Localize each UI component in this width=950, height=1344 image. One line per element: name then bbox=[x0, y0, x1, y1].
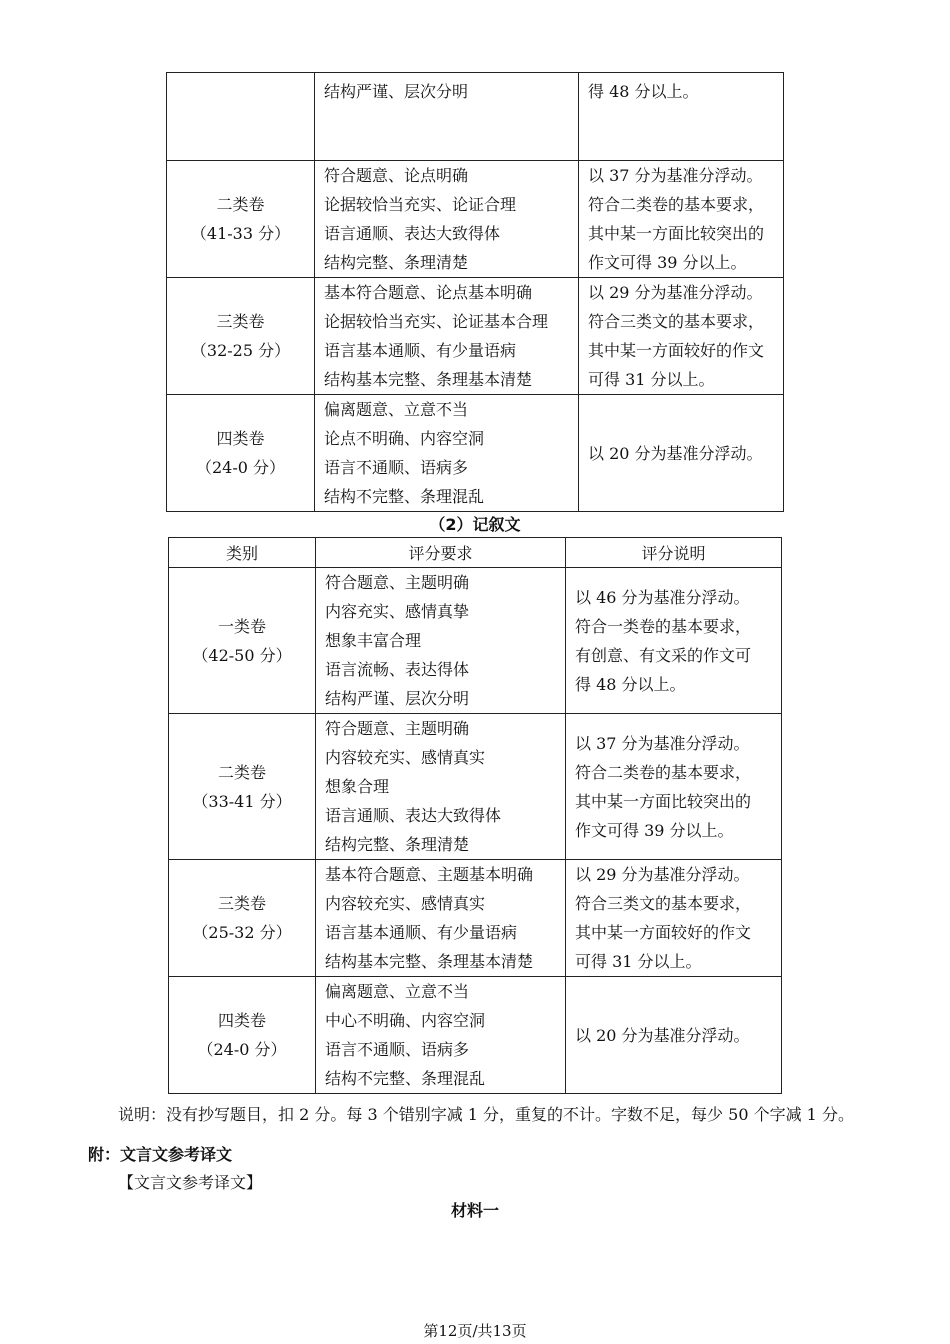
note-line: 符合三类文的基本要求， bbox=[588, 312, 765, 331]
requirement-line: 想象合理 bbox=[325, 777, 390, 796]
category-cell bbox=[169, 568, 316, 714]
note-cell bbox=[566, 860, 782, 977]
category-cell bbox=[169, 977, 316, 1094]
note-line: 符合一类卷的基本要求， bbox=[575, 616, 752, 636]
note-line: 得 48 分以上。 bbox=[575, 674, 686, 694]
argumentative-rubric-table bbox=[166, 72, 784, 512]
material-title: 材料一 bbox=[450, 1201, 499, 1220]
requirement-line: 符合题意、主题明确 bbox=[325, 719, 470, 738]
requirement-cell bbox=[316, 714, 566, 860]
requirement-line: 符合题意、论点明确 bbox=[324, 166, 469, 185]
requirement-cell bbox=[315, 161, 579, 278]
note-line: 其中某一方面较好的作文 bbox=[588, 341, 765, 360]
note-line: 可得 31 分以上。 bbox=[575, 952, 702, 971]
header-requirements: 评分要求 bbox=[316, 538, 566, 568]
note-line: 作文可得 39 分以上。 bbox=[588, 253, 747, 272]
note-cell bbox=[579, 278, 784, 395]
requirement-line: 结构严谨、层次分明 bbox=[324, 82, 469, 101]
requirement-line: 内容充实、感情真挚 bbox=[325, 602, 470, 621]
category-cell bbox=[167, 73, 315, 161]
category-range: （33-41 分） bbox=[192, 791, 292, 811]
note-line: 符合三类文的基本要求， bbox=[575, 894, 752, 913]
category-range: （42-50 分） bbox=[192, 645, 292, 665]
note-line: 其中某一方面比较突出的 bbox=[575, 791, 752, 811]
note-line: 符合二类卷的基本要求， bbox=[575, 762, 752, 782]
category-cell bbox=[169, 714, 316, 860]
requirement-line: 内容较充实、感情真实 bbox=[325, 748, 486, 767]
note-line: 以 37 分为基准分浮动。 bbox=[575, 733, 750, 753]
header-category: 类别 bbox=[169, 538, 316, 568]
requirement-line: 语言通顺、表达大致得体 bbox=[324, 224, 501, 243]
requirement-line: 结构完整、条理清楚 bbox=[324, 253, 469, 272]
requirement-cell bbox=[316, 568, 566, 714]
narrative-rubric-table bbox=[168, 537, 782, 1094]
category-name: 二类卷 bbox=[216, 195, 265, 214]
requirement-line: 论据较恰当充实、论证合理 bbox=[324, 195, 517, 214]
requirement-line: 语言基本通顺、有少量语病 bbox=[324, 341, 517, 360]
category-range: （24-0 分） bbox=[197, 1040, 287, 1059]
category-name: 四类卷 bbox=[216, 429, 265, 448]
category-range: （25-32 分） bbox=[192, 923, 292, 942]
category-range: （32-25 分） bbox=[190, 341, 291, 360]
note-line: 以 20 分为基准分浮动。 bbox=[588, 443, 763, 463]
requirement-line: 语言不通顺、语病多 bbox=[325, 1040, 470, 1059]
translation-heading: 【文言文参考译文】 bbox=[118, 1173, 263, 1192]
requirement-line: 语言不通顺、语病多 bbox=[324, 458, 469, 477]
table-row bbox=[167, 161, 784, 278]
category-range: （41-33 分） bbox=[190, 224, 291, 243]
requirement-line: 想象丰富合理 bbox=[325, 631, 422, 650]
requirement-line: 结构基本完整、条理基本清楚 bbox=[324, 370, 533, 389]
note-line: 以 29 分为基准分浮动。 bbox=[575, 865, 750, 884]
note-cell bbox=[579, 73, 784, 161]
note-line: 以 46 分为基准分浮动。 bbox=[575, 587, 750, 607]
category-name: 三类卷 bbox=[217, 894, 266, 913]
requirement-line: 结构不完整、条理混乱 bbox=[324, 487, 485, 506]
note-cell bbox=[579, 395, 784, 512]
table-row bbox=[169, 568, 782, 714]
category-cell bbox=[167, 278, 315, 395]
requirement-line: 结构不完整、条理混乱 bbox=[325, 1069, 486, 1088]
requirement-cell bbox=[316, 977, 566, 1094]
note-cell bbox=[579, 161, 784, 278]
note-line: 以 37 分为基准分浮动。 bbox=[588, 166, 763, 185]
category-range: （24-0 分） bbox=[195, 458, 286, 477]
note-line: 可得 31 分以上。 bbox=[588, 370, 715, 389]
requirement-line: 语言流畅、表达得体 bbox=[325, 660, 470, 679]
category-name: 四类卷 bbox=[217, 1011, 266, 1030]
note-line: 有创意、有文采的作文可 bbox=[575, 645, 752, 665]
category-name: 二类卷 bbox=[217, 762, 266, 782]
section-title-narrative: （2）记叙文 bbox=[429, 515, 521, 534]
requirement-line: 结构完整、条理清楚 bbox=[325, 835, 470, 854]
requirement-line: 基本符合题意、主题基本明确 bbox=[325, 865, 534, 884]
table-row bbox=[169, 860, 782, 977]
scoring-explanation: 说明：没有抄写题目，扣 2 分。每 3 个错别字减 1 分，重复的不计。字数不足，每少 50 个字减 1 分。 bbox=[118, 1105, 854, 1124]
requirement-line: 语言通顺、表达大致得体 bbox=[325, 806, 502, 825]
requirement-line: 中心不明确、内容空洞 bbox=[325, 1011, 486, 1030]
requirement-line: 基本符合题意、论点基本明确 bbox=[324, 283, 533, 302]
table-row bbox=[169, 977, 782, 1094]
requirement-line: 偏离题意、立意不当 bbox=[324, 400, 469, 419]
requirement-cell bbox=[315, 278, 579, 395]
requirement-cell bbox=[316, 860, 566, 977]
requirement-cell bbox=[315, 73, 579, 161]
page-footer: 第12页/共13页 bbox=[423, 1322, 527, 1340]
requirement-line: 结构基本完整、条理基本清楚 bbox=[325, 952, 534, 971]
header-notes: 评分说明 bbox=[566, 538, 782, 568]
requirement-line: 内容较充实、感情真实 bbox=[325, 894, 486, 913]
note-line: 以 20 分为基准分浮动。 bbox=[575, 1025, 750, 1045]
requirement-line: 论据较恰当充实、论证基本合理 bbox=[324, 312, 549, 331]
table-row bbox=[167, 278, 784, 395]
note-line: 符合二类卷的基本要求， bbox=[588, 195, 765, 214]
category-name: 三类卷 bbox=[216, 312, 265, 331]
appendix-title: 附：文言文参考译文 bbox=[88, 1145, 233, 1164]
table-row bbox=[169, 714, 782, 860]
note-line: 以 29 分为基准分浮动。 bbox=[588, 283, 763, 302]
requirement-line: 语言基本通顺、有少量语病 bbox=[325, 923, 518, 942]
requirement-line: 符合题意、主题明确 bbox=[325, 573, 470, 592]
note-cell bbox=[566, 977, 782, 1094]
category-cell bbox=[169, 860, 316, 977]
note-line: 其中某一方面比较突出的 bbox=[588, 224, 765, 243]
requirement-line: 结构严谨、层次分明 bbox=[325, 689, 470, 708]
table-row bbox=[167, 73, 784, 161]
requirement-line: 偏离题意、立意不当 bbox=[325, 982, 470, 1001]
note-cell bbox=[566, 568, 782, 714]
category-cell bbox=[167, 161, 315, 278]
table-header-row bbox=[169, 538, 782, 568]
note-cell bbox=[566, 714, 782, 860]
note-line: 作文可得 39 分以上。 bbox=[575, 820, 734, 840]
category-name: 一类卷 bbox=[217, 616, 266, 636]
note-line: 得 48 分以上。 bbox=[588, 82, 699, 101]
requirement-line: 论点不明确、内容空洞 bbox=[324, 429, 485, 448]
table-row bbox=[167, 395, 784, 512]
requirement-cell bbox=[315, 395, 579, 512]
note-line: 其中某一方面较好的作文 bbox=[575, 923, 752, 942]
category-cell bbox=[167, 395, 315, 512]
